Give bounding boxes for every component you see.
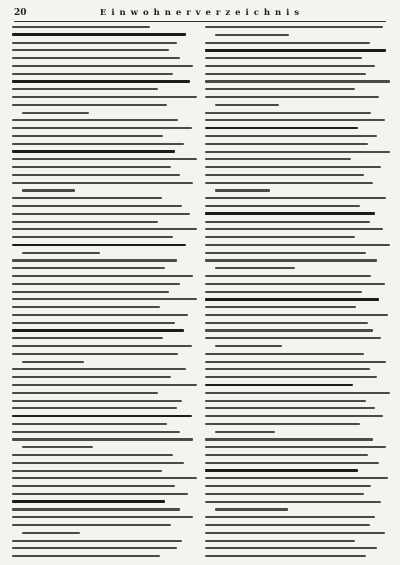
entry-text-placeholder	[205, 112, 371, 114]
header-rule	[14, 21, 386, 22]
entry-text-placeholder	[12, 329, 184, 332]
directory-entry	[12, 538, 199, 544]
directory-entry	[205, 452, 392, 458]
entry-text-placeholder	[205, 392, 390, 394]
entry-text-placeholder	[22, 446, 93, 448]
entry-text-placeholder	[205, 182, 373, 184]
entry-text-placeholder	[205, 477, 388, 479]
entry-text-placeholder	[205, 353, 364, 355]
entry-text-placeholder	[12, 88, 158, 90]
entry-text-placeholder	[12, 143, 184, 145]
directory-entry	[205, 164, 392, 170]
entry-text-placeholder	[12, 454, 173, 456]
directory-entry	[205, 273, 392, 279]
entry-text-placeholder	[205, 446, 386, 448]
directory-entry	[205, 203, 392, 209]
entry-text-placeholder	[12, 392, 158, 394]
entry-text-placeholder	[12, 96, 197, 98]
entry-text-placeholder	[205, 49, 386, 52]
directory-entry	[12, 125, 199, 131]
directory-entry	[12, 304, 199, 310]
entry-continuation	[12, 359, 199, 365]
entry-text-placeholder	[205, 57, 362, 59]
entry-text-placeholder	[12, 470, 162, 472]
entry-continuation	[12, 444, 199, 450]
entry-text-placeholder	[12, 166, 171, 168]
entry-text-placeholder	[215, 34, 289, 36]
directory-entry	[205, 545, 392, 551]
entry-text-placeholder	[12, 353, 178, 355]
directory-entry	[12, 180, 199, 186]
directory-entry	[205, 390, 392, 396]
entry-continuation	[12, 110, 199, 116]
directory-entry	[205, 71, 392, 77]
entry-text-placeholder	[12, 547, 177, 549]
entry-text-placeholder	[205, 376, 377, 378]
directory-entry	[205, 351, 392, 357]
entry-text-placeholder	[12, 368, 186, 370]
directory-entry	[205, 172, 392, 178]
entry-text-placeholder	[12, 174, 180, 176]
entry-text-placeholder	[205, 65, 375, 67]
entry-continuation	[12, 250, 199, 256]
directory-entry	[12, 327, 199, 333]
entry-text-placeholder	[12, 384, 197, 386]
entry-text-placeholder	[12, 485, 175, 487]
directory-entry	[205, 312, 392, 318]
directory-entry	[12, 398, 199, 404]
entry-text-placeholder	[205, 151, 390, 153]
entry-text-placeholder	[205, 329, 373, 331]
entry-text-placeholder	[12, 135, 163, 137]
entry-text-placeholder	[12, 49, 169, 51]
directory-entry	[205, 436, 392, 442]
entry-text-placeholder	[12, 415, 192, 418]
entry-text-placeholder	[12, 127, 192, 129]
entry-text-placeholder	[205, 291, 362, 293]
entry-text-placeholder	[12, 516, 193, 518]
directory-entry	[205, 226, 392, 232]
directory-entry	[205, 55, 392, 61]
entry-text-placeholder	[205, 306, 356, 308]
directory-entry	[205, 296, 392, 302]
directory-entry	[205, 211, 392, 217]
directory-entry	[205, 382, 392, 388]
directory-entry	[12, 436, 199, 442]
directory-entry	[12, 405, 199, 411]
entry-text-placeholder	[12, 524, 171, 526]
entry-text-placeholder	[12, 228, 197, 230]
entry-text-placeholder	[205, 462, 379, 464]
entry-text-placeholder	[205, 127, 358, 130]
directory-entry	[12, 195, 199, 201]
directory-entry	[12, 545, 199, 551]
entry-text-placeholder	[205, 205, 360, 207]
directory-entry	[12, 234, 199, 240]
directory-entry	[205, 24, 392, 30]
directory-entry	[12, 265, 199, 271]
directory-entry	[12, 312, 199, 318]
directory-entry	[12, 343, 199, 349]
directory-entry	[12, 475, 199, 481]
entry-text-placeholder	[12, 26, 150, 28]
entry-text-placeholder	[12, 477, 197, 479]
left-column	[12, 24, 199, 558]
entry-text-placeholder	[215, 189, 270, 191]
directory-entry	[12, 382, 199, 388]
directory-entry	[205, 475, 392, 481]
directory-entry	[12, 335, 199, 341]
directory-entry	[205, 40, 392, 46]
entry-text-placeholder	[205, 244, 390, 246]
entry-text-placeholder	[12, 104, 167, 106]
entry-text-placeholder	[205, 524, 370, 526]
entry-text-placeholder	[12, 80, 190, 83]
entry-continuation	[12, 530, 199, 536]
entry-text-placeholder	[215, 104, 279, 106]
directory-entry	[205, 335, 392, 341]
directory-entry	[12, 390, 199, 396]
directory-entry	[12, 78, 199, 84]
directory-entry	[12, 351, 199, 357]
entry-text-placeholder	[205, 275, 371, 277]
directory-entry	[205, 468, 392, 474]
entry-text-placeholder	[12, 33, 186, 36]
entry-text-placeholder	[12, 205, 182, 207]
directory-entry	[205, 219, 392, 225]
directory-entry	[205, 289, 392, 295]
entry-text-placeholder	[205, 221, 370, 223]
entry-text-placeholder	[205, 322, 368, 324]
directory-entry	[12, 63, 199, 69]
directory-entry	[12, 553, 199, 558]
entry-text-placeholder	[12, 57, 180, 59]
directory-entry	[12, 71, 199, 77]
directory-entry	[12, 257, 199, 263]
entry-text-placeholder	[22, 532, 80, 534]
entry-text-placeholder	[12, 306, 160, 308]
directory-entry	[205, 133, 392, 139]
entry-text-placeholder	[215, 508, 288, 510]
directory-entry	[205, 180, 392, 186]
directory-entry	[205, 460, 392, 466]
entry-text-placeholder	[205, 212, 375, 215]
entry-text-placeholder	[12, 267, 165, 269]
entry-text-placeholder	[205, 337, 381, 339]
directory-entry	[205, 444, 392, 450]
directory-entry	[205, 499, 392, 505]
directory-entry	[12, 156, 199, 162]
directory-entry	[12, 219, 199, 225]
directory-entry	[205, 78, 392, 84]
entry-text-placeholder	[205, 236, 355, 238]
entry-text-placeholder	[12, 540, 182, 542]
entry-text-placeholder	[12, 119, 178, 121]
entry-text-placeholder	[12, 462, 184, 464]
directory-entry	[205, 530, 392, 536]
directory-entry	[12, 429, 199, 435]
entry-text-placeholder	[205, 454, 368, 456]
directory-entry	[205, 257, 392, 263]
page-number: 20	[14, 8, 27, 18]
directory-entry	[12, 141, 199, 147]
directory-entry	[205, 421, 392, 427]
directory-entry	[12, 172, 199, 178]
entry-text-placeholder	[12, 508, 180, 510]
entry-text-placeholder	[12, 244, 186, 247]
entry-text-placeholder	[205, 540, 355, 542]
directory-entry	[205, 491, 392, 497]
directory-entry	[12, 366, 199, 372]
entry-text-placeholder	[12, 400, 182, 402]
entry-continuation	[205, 506, 392, 512]
directory-entry	[12, 226, 199, 232]
directory-entry	[12, 514, 199, 520]
directory-entry	[205, 117, 392, 123]
directory-entry	[12, 421, 199, 427]
entry-text-placeholder	[205, 547, 377, 549]
directory-entry	[12, 452, 199, 458]
directory-entry	[12, 242, 199, 248]
directory-entry	[205, 110, 392, 116]
directory-entry	[205, 47, 392, 53]
entry-text-placeholder	[22, 112, 89, 114]
entry-text-placeholder	[12, 337, 163, 339]
entry-text-placeholder	[12, 407, 177, 409]
entry-text-placeholder	[205, 166, 381, 168]
entry-text-placeholder	[12, 291, 169, 293]
entry-text-placeholder	[205, 400, 366, 402]
entry-text-placeholder	[205, 314, 388, 316]
directory-entry	[205, 195, 392, 201]
entry-text-placeholder	[12, 493, 188, 495]
entry-text-placeholder	[205, 283, 385, 285]
entry-text-placeholder	[205, 197, 386, 199]
directory-entry	[12, 149, 199, 155]
entry-text-placeholder	[205, 493, 364, 495]
entry-text-placeholder	[205, 298, 379, 301]
running-head: E i n w o h n e r v e r z e i c h n i s	[99, 8, 301, 18]
directory-entry	[205, 359, 392, 365]
entry-text-placeholder	[12, 345, 192, 347]
directory-entry	[205, 522, 392, 528]
directory-entry	[12, 47, 199, 53]
directory-entry	[12, 281, 199, 287]
entry-text-placeholder	[205, 26, 383, 28]
entry-text-placeholder	[12, 275, 193, 277]
directory-entry	[205, 514, 392, 520]
entry-text-placeholder	[12, 65, 193, 67]
directory-entry	[12, 522, 199, 528]
entry-text-placeholder	[12, 42, 177, 44]
directory-entry	[205, 405, 392, 411]
directory-entry	[12, 24, 199, 30]
entry-text-placeholder	[205, 143, 368, 145]
directory-entry	[205, 125, 392, 131]
entry-continuation	[205, 32, 392, 38]
entry-text-placeholder	[12, 182, 193, 184]
directory-entry	[205, 483, 392, 489]
entry-text-placeholder	[12, 314, 188, 316]
directory-entry	[12, 499, 199, 505]
directory-entry	[12, 94, 199, 100]
entry-text-placeholder	[12, 431, 180, 433]
entry-continuation	[12, 187, 199, 193]
entry-text-placeholder	[12, 283, 180, 285]
entry-text-placeholder	[12, 322, 175, 324]
directory-entry	[12, 55, 199, 61]
directory-entry	[205, 86, 392, 92]
entry-continuation	[205, 265, 392, 271]
entry-text-placeholder	[205, 485, 371, 487]
entry-text-placeholder	[205, 469, 358, 472]
directory-entry	[12, 289, 199, 295]
directory-entry	[12, 211, 199, 217]
directory-entry	[12, 40, 199, 46]
directory-entry	[205, 156, 392, 162]
entry-text-placeholder	[205, 384, 353, 387]
directory-entry	[205, 366, 392, 372]
directory-entry	[12, 374, 199, 380]
directory-entry	[12, 32, 199, 38]
entry-text-placeholder	[215, 267, 295, 269]
directory-entry	[205, 250, 392, 256]
entry-text-placeholder	[215, 345, 282, 347]
entry-text-placeholder	[12, 73, 173, 75]
entry-text-placeholder	[205, 42, 370, 44]
directory-entry	[205, 320, 392, 326]
entry-text-placeholder	[22, 189, 75, 191]
right-column	[205, 24, 392, 558]
entry-text-placeholder	[12, 221, 158, 223]
directory-entry	[12, 468, 199, 474]
entry-text-placeholder	[205, 228, 383, 230]
directory-entry	[12, 203, 199, 209]
directory-entry	[12, 413, 199, 419]
directory-entry	[205, 281, 392, 287]
entry-text-placeholder	[22, 252, 100, 254]
entry-text-placeholder	[205, 415, 383, 417]
entry-text-placeholder	[205, 119, 385, 121]
directory-entry	[12, 273, 199, 279]
entry-text-placeholder	[205, 438, 373, 440]
entry-text-placeholder	[22, 361, 84, 363]
entry-text-placeholder	[12, 236, 173, 238]
entry-text-placeholder	[12, 555, 160, 557]
directory-entry	[205, 398, 392, 404]
directory-entry	[12, 491, 199, 497]
directory-entry	[205, 141, 392, 147]
entry-text-placeholder	[12, 158, 197, 160]
directory-entry	[205, 538, 392, 544]
directory-entry	[12, 483, 199, 489]
directory-entry	[205, 149, 392, 155]
directory-entry	[12, 296, 199, 302]
entry-text-placeholder	[205, 555, 366, 557]
page-header	[14, 6, 386, 20]
entry-text-placeholder	[12, 197, 162, 199]
directory-entry	[205, 94, 392, 100]
entry-text-placeholder	[205, 80, 390, 82]
entry-text-placeholder	[205, 174, 364, 176]
entry-text-placeholder	[205, 158, 351, 160]
directory-entry	[12, 133, 199, 139]
directory-entry	[205, 304, 392, 310]
entry-continuation	[205, 343, 392, 349]
directory-entry	[12, 460, 199, 466]
entry-text-placeholder	[12, 298, 197, 300]
directory-entry	[12, 117, 199, 123]
entry-text-placeholder	[205, 96, 379, 98]
entry-text-placeholder	[12, 438, 193, 440]
directory-entry	[205, 327, 392, 333]
entry-text-placeholder	[205, 252, 366, 254]
entry-text-placeholder	[205, 361, 386, 363]
directory-entry	[205, 234, 392, 240]
entry-text-placeholder	[205, 423, 360, 425]
entry-text-placeholder	[12, 376, 171, 378]
entry-text-placeholder	[12, 259, 177, 261]
entry-text-placeholder	[12, 423, 167, 425]
directory-entry	[12, 102, 199, 108]
entry-text-placeholder	[205, 407, 375, 409]
directory-entry	[12, 86, 199, 92]
directory-entry	[205, 413, 392, 419]
entry-text-placeholder	[205, 501, 381, 503]
entry-text-placeholder	[205, 88, 355, 90]
entry-continuation	[205, 429, 392, 435]
entry-text-placeholder	[205, 135, 377, 137]
directory-entry	[205, 242, 392, 248]
entry-text-placeholder	[205, 73, 366, 75]
directory-entry	[12, 164, 199, 170]
directory-entry	[12, 320, 199, 326]
entry-continuation	[205, 187, 392, 193]
entry-text-placeholder	[12, 150, 175, 153]
entry-text-placeholder	[205, 532, 385, 534]
entry-text-placeholder	[205, 259, 377, 261]
directory-entry	[205, 374, 392, 380]
entry-text-placeholder	[215, 431, 275, 433]
directory-entry	[205, 63, 392, 69]
entry-text-placeholder	[205, 368, 370, 370]
directory-entry	[12, 506, 199, 512]
entry-text-placeholder	[12, 500, 165, 503]
entry-text-placeholder	[205, 516, 375, 518]
entry-text-placeholder	[12, 213, 190, 215]
entry-continuation	[205, 102, 392, 108]
directory-entry	[205, 553, 392, 558]
